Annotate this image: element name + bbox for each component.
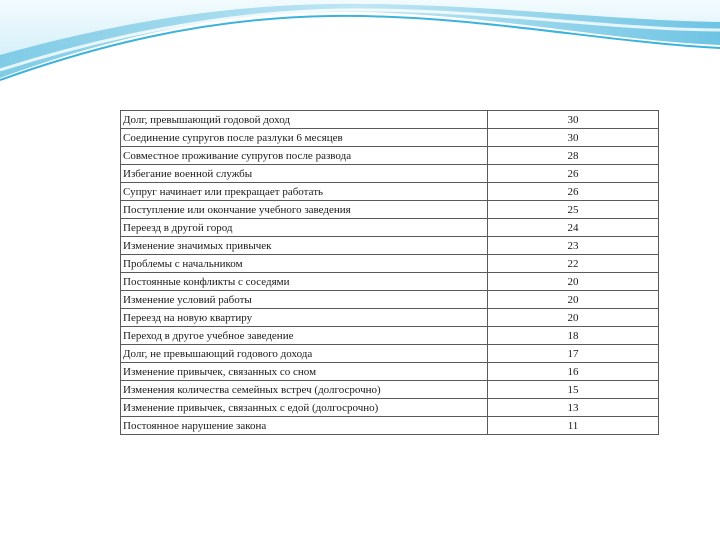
table-row — [121, 111, 659, 129]
table-row — [121, 219, 659, 237]
header-wave-decoration — [0, 0, 720, 120]
table-row — [121, 273, 659, 291]
event-cell: Совместное проживание супругов после развода — [121, 147, 488, 165]
table-row — [121, 201, 659, 219]
table-row — [121, 291, 659, 309]
event-cell: Изменения количества семейных встреч (долгосрочно) — [121, 381, 488, 399]
event-cell: Переезд в другой город — [121, 219, 488, 237]
table-row — [121, 237, 659, 255]
score-cell: 20 — [488, 273, 659, 291]
score-cell: 26 — [488, 183, 659, 201]
score-cell: 18 — [488, 327, 659, 345]
table-row — [121, 183, 659, 201]
score-cell: 13 — [488, 399, 659, 417]
event-cell: Переход в другое учебное заведение — [121, 327, 488, 345]
score-cell: 20 — [488, 291, 659, 309]
event-cell: Долг, не превышающий годового дохода — [121, 345, 488, 363]
score-cell: 23 — [488, 237, 659, 255]
score-cell: 26 — [488, 165, 659, 183]
score-cell: 30 — [488, 129, 659, 147]
score-cell: 16 — [488, 363, 659, 381]
event-cell: Изменение привычек, связанных с едой (долгосрочно) — [121, 399, 488, 417]
score-cell: 30 — [488, 111, 659, 129]
event-cell: Долг, превышающий годовой доход — [121, 111, 488, 129]
score-cell: 11 — [488, 417, 659, 435]
event-cell: Поступление или окончание учебного заведения — [121, 201, 488, 219]
score-cell: 22 — [488, 255, 659, 273]
table-row — [121, 129, 659, 147]
table-row — [121, 363, 659, 381]
table-row — [121, 309, 659, 327]
event-cell: Изменение условий работы — [121, 291, 488, 309]
life-events-table — [120, 110, 659, 435]
score-cell: 20 — [488, 309, 659, 327]
event-cell: Постоянное нарушение закона — [121, 417, 488, 435]
table-row — [121, 165, 659, 183]
event-cell: Изменение значимых привычек — [121, 237, 488, 255]
table-row — [121, 417, 659, 435]
score-cell: 15 — [488, 381, 659, 399]
score-cell: 28 — [488, 147, 659, 165]
table-row — [121, 327, 659, 345]
event-cell: Переезд на новую квартиру — [121, 309, 488, 327]
event-cell: Постоянные конфликты с соседями — [121, 273, 488, 291]
table-body — [121, 111, 659, 435]
event-cell: Проблемы с начальником — [121, 255, 488, 273]
score-cell: 25 — [488, 201, 659, 219]
table-row — [121, 345, 659, 363]
table-row — [121, 147, 659, 165]
life-events-table-container — [120, 110, 659, 435]
event-cell: Супруг начинает или прекращает работать — [121, 183, 488, 201]
event-cell: Избегание военной службы — [121, 165, 488, 183]
event-cell: Соединение супругов после разлуки 6 месяцев — [121, 129, 488, 147]
table-row — [121, 381, 659, 399]
score-cell: 17 — [488, 345, 659, 363]
event-cell: Изменение привычек, связанных со сном — [121, 363, 488, 381]
table-row — [121, 255, 659, 273]
table-row — [121, 399, 659, 417]
score-cell: 24 — [488, 219, 659, 237]
